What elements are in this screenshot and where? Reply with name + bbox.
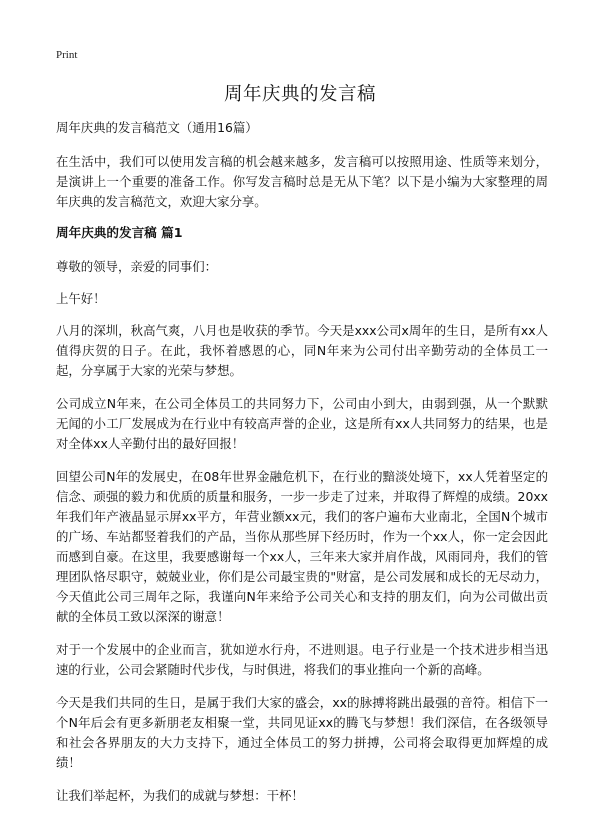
body-paragraph: 回望公司N年的发展史，在08年世界金融危机下，在行业的黯淡处境下，xx人凭着坚定的信念、顽强的毅力和优质的质量和服务，一步一步走了过来，并取得了辉煌的成绩。20xx年我们年产液晶显示屏xx平方，年营业额xx元，我们的客户遍布大业南北，全国N个城市的广场、车站都竖着我们的产品，当你从那些屏下经历时，作为一个xx人，你一定会因此而感到自豪。在这里，我要感谢每一个xx人，三年来大家并肩作战，风雨同舟，我们的管理团队恪尽职守，兢兢业业，你们是公司最宝贵的"财富，是公司发展和成长的无尽动力，今天值此公司三周年之际，我谨向N年来给予公司关心和支持的朋友们，向为公司做出贡献的全体员工致以深深的谢意！	[56, 469, 548, 624]
body-paragraph: 八月的深圳，秋高气爽，八月也是收获的季节。今天是xxx公司x周年的生日，是所有xx人值得庆贺的日子。在此，我怀着感恩的心，同N年来为公司付出辛勤劳动的全体员工一起，分享属于大家的光荣与梦想。	[56, 323, 548, 378]
closing-paragraph: 让我们举起杯，为我们的成就与梦想：干杯！	[56, 788, 304, 803]
page-title: 周年庆典的发言稿	[223, 84, 376, 105]
print-link[interactable]: Print	[56, 49, 78, 61]
article-subtitle: 周年庆典的发言稿范文（通用16篇）	[56, 120, 258, 135]
salutation-paragraph: 尊敬的领导，亲爱的同事们：	[56, 259, 218, 274]
intro-paragraph: 在生活中，我们可以使用发言稿的机会越来越多，发言稿可以按照用途、性质等来划分，是演讲上一个重要的准备工作。你写发言稿时总是无从下笔？以下是小编为大家整理的周年庆典的发言稿范文，欢迎大家分享。	[56, 154, 548, 209]
greeting-paragraph: 上午好！	[56, 291, 106, 306]
article-body	[56, 118, 548, 819]
section-heading: 周年庆典的发言稿 篇1	[56, 225, 183, 240]
body-paragraph: 今天是我们共同的生日，是属于我们大家的盛会，xx的脉搏将跳出最强的音符。相信下一个N年后会有更多新朋老友相聚一堂，共同见证xx的腾飞与梦想！我们深信，在各级领导和社会各界朋友的大力支持下，通过全体员工的努力拼搏，公司将会取得更加辉煌的成绩！	[56, 695, 548, 770]
body-paragraph: 公司成立N年来，在公司全体员工的共同努力下，公司由小到大，由弱到强，从一个默默无闻的小工厂发展成为在行业中有较高声誉的企业，这是所有xx人共同努力的结果，也是对全体xx人辛勤付出的最好回报！	[56, 396, 548, 451]
body-paragraph: 对于一个发展中的企业而言，犹如逆水行舟，不进则退。电子行业是一个技术进步相当迅速的行业，公司会紧随时代步伐，与时俱进，将我们的事业推向一个新的高峰。	[56, 642, 548, 677]
